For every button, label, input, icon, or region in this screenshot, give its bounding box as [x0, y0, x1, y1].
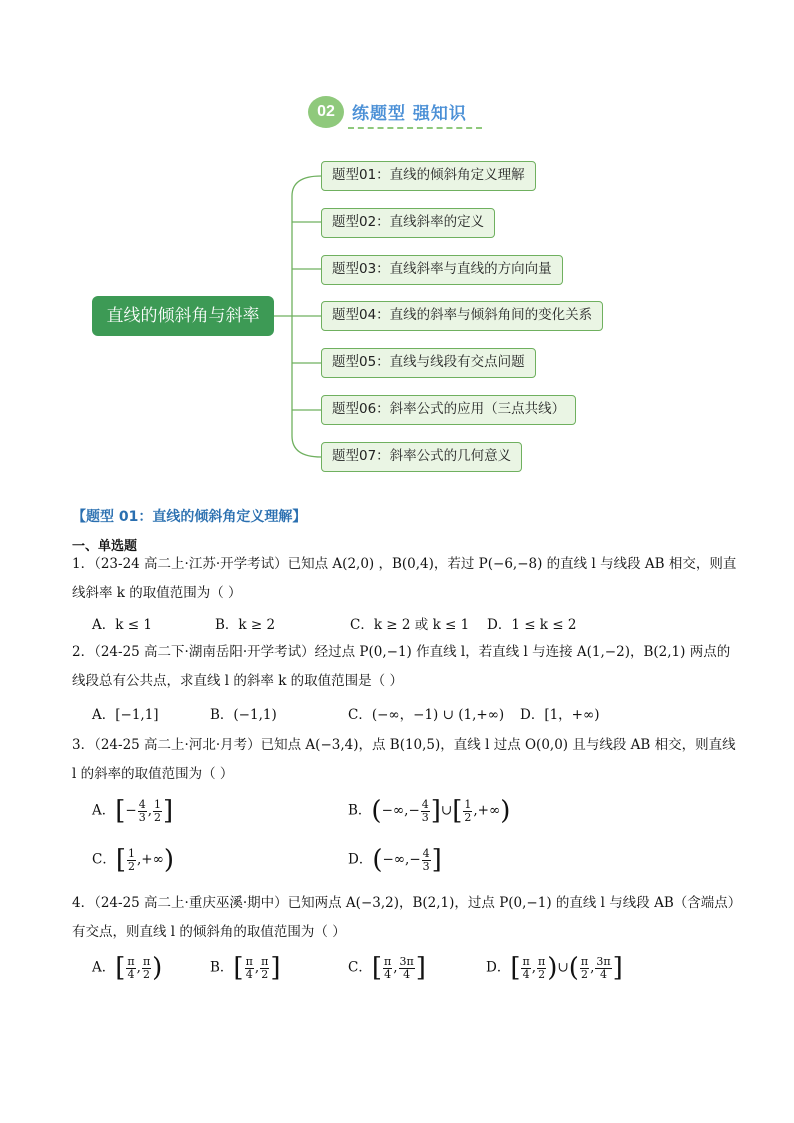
mindmap-root-node: 直线的倾斜角与斜率 [92, 296, 274, 336]
q4-option-b: B．[ $\frac{\pi}{4}$ , $\frac{\pi}{2}$ ] [210, 953, 281, 983]
mindmap-branch-04: 题型04：直线的斜率与倾斜角间的变化关系 [321, 301, 603, 331]
mindmap-connectors [0, 0, 794, 500]
q2-option-b: B．(−1,1) [210, 707, 277, 723]
mindmap-branch-06: 题型06：斜率公式的应用（三点共线） [321, 395, 576, 425]
q4-stem-line2: 有交点，则直线 l 的倾斜角的取值范围为（ ） [72, 924, 346, 940]
q4-stem-line1: 4．（24-25 高二上·重庆巫溪·期中）已知两点 A(−3,2)，B(2,1)，过点 P(0,−1) 的直线 l 与线段 AB（含端点） [72, 895, 742, 911]
q3-stem-line1: 3．（24-25 高二上·河北·月考）已知点 A(−3,4)，点 B(10,5)，直线 l 过点 O(0,0) 且与线段 AB 相交，则直线 [72, 737, 736, 753]
q1-option-b: B．k ≥ 2 [215, 617, 276, 633]
q2-stem-line2: 线段总有公共点，求直线 l 的斜率 k 的取值范围是（ ） [72, 673, 403, 689]
q1-stem-line2: 线斜率 k 的取值范围为（ ） [72, 585, 242, 601]
q1-option-d: D．1 ≤ k ≤ 2 [487, 617, 577, 633]
mindmap-branch-01: 题型01：直线的倾斜角定义理解 [321, 161, 536, 191]
mindmap-branch-05: 题型05：直线与线段有交点问题 [321, 348, 536, 378]
q4-option-a: A．[ $\frac{\pi}{4}$ , $\frac{\pi}{2}$ ) [92, 953, 163, 983]
mindmap-branch-07: 题型07：斜率公式的几何意义 [321, 442, 522, 472]
header-dashed-underline [348, 127, 482, 129]
q2-option-c: C．(−∞，−1) ∪ (1,+∞) [348, 707, 505, 723]
q3-option-b: B．(−∞,− $\frac{4}{3}$ ]∪[ $\frac{1}{2}$ ,+∞) [348, 796, 511, 826]
question-group-subtitle: 一、单选题 [72, 539, 138, 554]
mindmap-branch-02: 题型02：直线斜率的定义 [321, 208, 495, 238]
mindmap-branch-03: 题型03：直线斜率与直线的方向向量 [321, 255, 563, 285]
section-header-title: 练题型 强知识 [352, 104, 467, 124]
q2-option-a: A．[−1,1] [92, 707, 159, 723]
q1-option-c: C．k ≥ 2 或 k ≤ 1 [350, 617, 470, 633]
q1-stem-line1: 1．（23-24 高二上·江苏·开学考试）已知点 A(2,0) ，B(0,4)，若过 P(−6,−8) 的直线 l 与线段 AB 相交，则直 [72, 556, 737, 572]
q3-option-a: A．[− $\frac{4}{3}$ , $\frac{1}{2}$ ] [92, 796, 174, 826]
badge-number: 02 [317, 103, 335, 120]
q1-option-a: A．k ≤ 1 [92, 617, 152, 633]
q3-option-c: C．[ $\frac{1}{2}$ ,+∞) [92, 845, 175, 875]
q4-option-d: D．[ $\frac{\pi}{4}$ , $\frac{\pi}{2}$ )∪( $\frac{\pi}{2}$ , $\frac{3\pi}{4}$ ] [486, 953, 623, 983]
q4-option-c: C．[ $\frac{\pi}{4}$ , $\frac{3\pi}{4}$ ] [348, 953, 426, 983]
question-type-title: 【题型 01：直线的倾斜角定义理解】 [72, 509, 307, 525]
q3-option-d: D．(−∞,− $\frac{4}{3}$ ] [348, 845, 442, 875]
q3-stem-line2: l 的斜率的取值范围为（ ） [72, 766, 234, 782]
q2-option-d: D．[1，+∞) [520, 707, 600, 723]
section-number-badge [308, 96, 344, 128]
q2-stem-line1: 2．（24-25 高二下·湖南岳阳·开学考试）经过点 P(0,−1) 作直线 l，若直线 l 与连接 A(1,−2)，B(2,1) 两点的 [72, 644, 731, 660]
